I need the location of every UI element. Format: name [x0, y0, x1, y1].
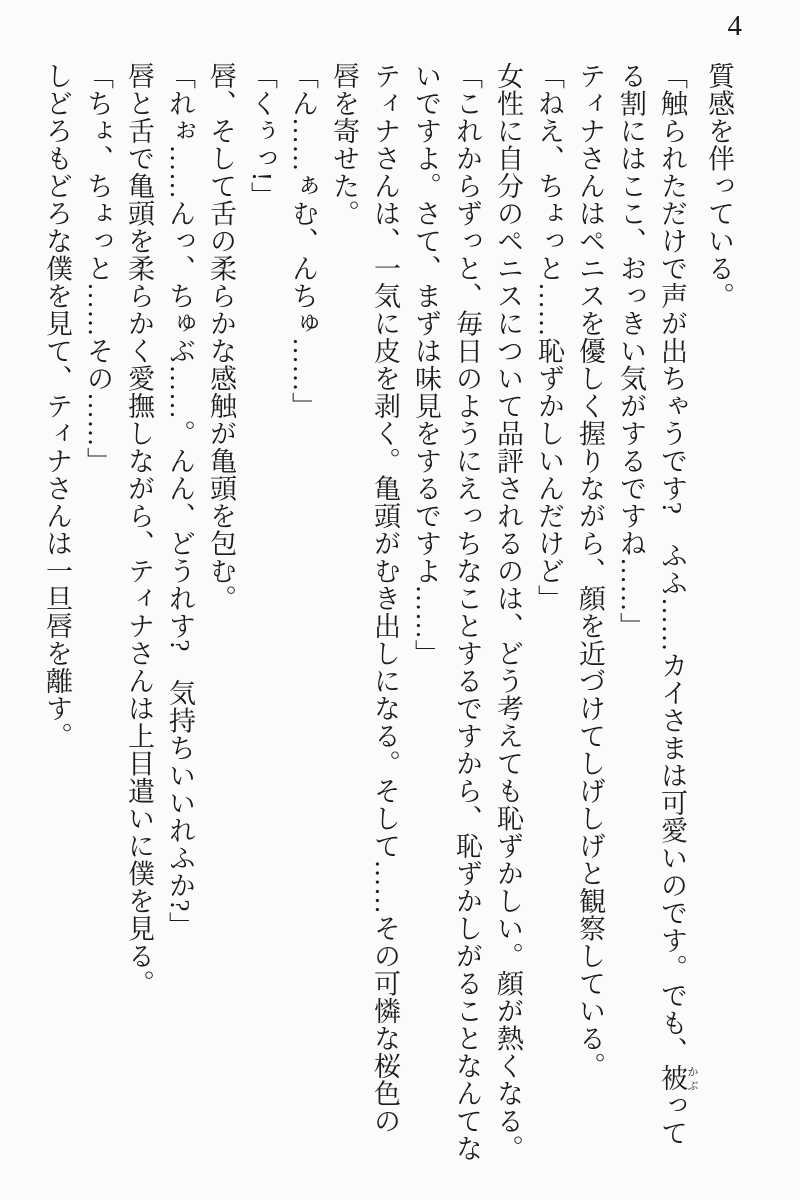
text-column-2: 「触られただけで声が出ちゃうです? ふふ……カイさまは可愛いのです。でも、被 かぶって [657, 62, 698, 1147]
text-column-12: 「くぅっ!」 [247, 62, 277, 209]
page-number: 4 [727, 10, 742, 42]
furigana-annotation: 被 かぶ [657, 1064, 698, 1092]
text-column-11: 「ん……ぁむ、んちゅ……」 [288, 62, 318, 420]
text-column-1: 質感を伴っている。 [704, 62, 734, 310]
text-column-7: 「これからずっと、毎日のようにえっちなことするですから、恥ずかしがることなんてな [452, 62, 482, 1162]
text-column-3: る割にはここ、おっきい気がするですね……」 [616, 62, 646, 640]
vertical-text-block [36, 62, 739, 1170]
text-column-17: しどろもどろな僕を見て、ティナさんは一旦唇を離す。 [42, 62, 72, 750]
text-column-9: ティナさんは、一気に皮を剥く。亀頭がむき出しになる。そして……その可憐な桜色の [370, 62, 400, 1135]
text-column-4: ティナさんはペニスを優しく握りながら、顔を近づけてしげしげと観察している。 [575, 62, 605, 1080]
text-column-14: 「れぉ……んっ、ちゅぶ……。んん、どうれす? 気持ちいいれふか?」 [165, 62, 195, 940]
text-column-6: 女性に自分のペニスについて品評されるのは、どう考えても恥ずかしい。顔が熱くなる。 [493, 62, 523, 1162]
text-column-13: 唇、そして舌の柔らかな感触が亀頭を包む。 [206, 62, 236, 612]
text-column-10: 唇を寄せた。 [329, 62, 359, 227]
text-column-15: 唇と舌で亀頭を柔らかく愛撫しながら、ティナさんは上目遣いに僕を見る。 [124, 62, 154, 997]
text-column-8: いですよ。さて、まずは味見をするですよ……」 [411, 62, 441, 667]
text-column-16: 「ちょ、ちょっと……その……」 [83, 62, 113, 475]
text-column-5: 「ねえ、ちょっと……恥ずかしいんだけど」 [534, 62, 564, 612]
